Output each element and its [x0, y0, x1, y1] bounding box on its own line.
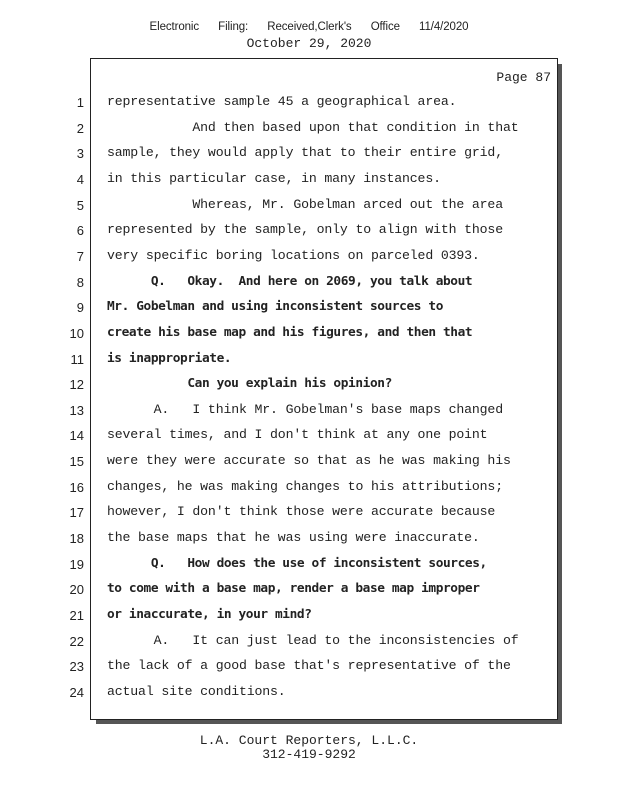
line-number: 7 [76, 248, 84, 264]
transcript-line: or inaccurate, in your mind? [107, 607, 312, 622]
line-number: 8 [76, 274, 84, 290]
transcript-line: create his base map and his figures, and then that [107, 324, 473, 340]
filing-word-4: Office [370, 21, 400, 33]
filing-word-1: Electronic [149, 21, 200, 33]
filing-word-5: 11/4/2020 [419, 21, 469, 33]
filing-word-3: Received,Clerk's [267, 21, 352, 33]
line-number: 24 [69, 684, 84, 700]
transcript-line: A. I think Mr. Gobelman's base maps changed [107, 401, 503, 417]
transcript-line: several times, and I don't think at any one point [107, 427, 488, 443]
line-number: 5 [76, 197, 84, 213]
line-number: 9 [76, 300, 84, 316]
line-number: 16 [69, 479, 84, 495]
transcript-line: very specific boring locations on parceled 0393. [107, 247, 480, 263]
line-number: 20 [69, 582, 84, 598]
transcript-line: is inappropriate. [107, 350, 232, 366]
line-number: 23 [69, 659, 84, 675]
line-number: 11 [70, 351, 84, 367]
transcript-line: A. It can just lead to the inconsistencies of [107, 632, 519, 648]
transcript-line: And then based upon that condition in that [107, 119, 519, 135]
line-number: 18 [69, 531, 84, 547]
transcript-line: Can you explain his opinion? [107, 376, 392, 392]
transcript-line: the base maps that he was using were inaccurate. [107, 530, 480, 546]
transcript-line: representative sample 45 a geographical area. [107, 94, 457, 109]
line-number: 3 [76, 146, 84, 162]
transcript-line: however, I don't think those were accurate because [107, 504, 496, 520]
line-number: 14 [69, 428, 84, 444]
line-number: 21 [69, 608, 84, 623]
line-number: 13 [69, 402, 84, 418]
transcript-line: Whereas, Mr. Gobelman arced out the area [107, 196, 503, 212]
footer-company: L.A. Court Reporters, L.L.C. [199, 733, 419, 748]
transcript-line: Mr. Gobelman and using inconsistent sources to [107, 299, 444, 315]
line-number: 22 [69, 633, 84, 649]
transcript-date: October 29, 2020 [246, 36, 372, 51]
transcript-line: the lack of a good base that's representative of the [107, 658, 511, 674]
page-number: Page 87 [496, 70, 551, 85]
footer-phone: 312-419-9292 [262, 747, 356, 762]
transcript-line: were they were accurate so that as he was making his [107, 453, 511, 469]
transcript-line: to come with a base map, render a base map improper [107, 581, 480, 597]
transcript-line: actual site conditions. [107, 683, 286, 699]
line-number: 17 [69, 505, 84, 521]
line-number: 2 [76, 120, 84, 136]
line-number: 19 [69, 556, 84, 572]
transcript-line: Q. How does the use of inconsistent sources, [107, 555, 487, 571]
line-number: 6 [76, 223, 84, 239]
transcript-line: in this particular case, in many instances. [107, 170, 441, 186]
filing-stamp [0, 21, 618, 33]
transcript-line: represented by the sample, only to align with those [107, 222, 503, 238]
line-number: 10 [69, 325, 84, 341]
transcript-line: changes, he was making changes to his attributions; [107, 478, 503, 494]
line-number: 1 [76, 95, 84, 110]
line-number: 4 [76, 171, 84, 187]
transcript-line: sample, they would apply that to their entire grid, [107, 145, 503, 161]
line-number: 15 [69, 454, 84, 470]
line-number: 12 [69, 377, 84, 393]
filing-word-2: Filing: [218, 21, 249, 33]
transcript-line: Q. Okay. And here on 2069, you talk about [107, 273, 473, 289]
